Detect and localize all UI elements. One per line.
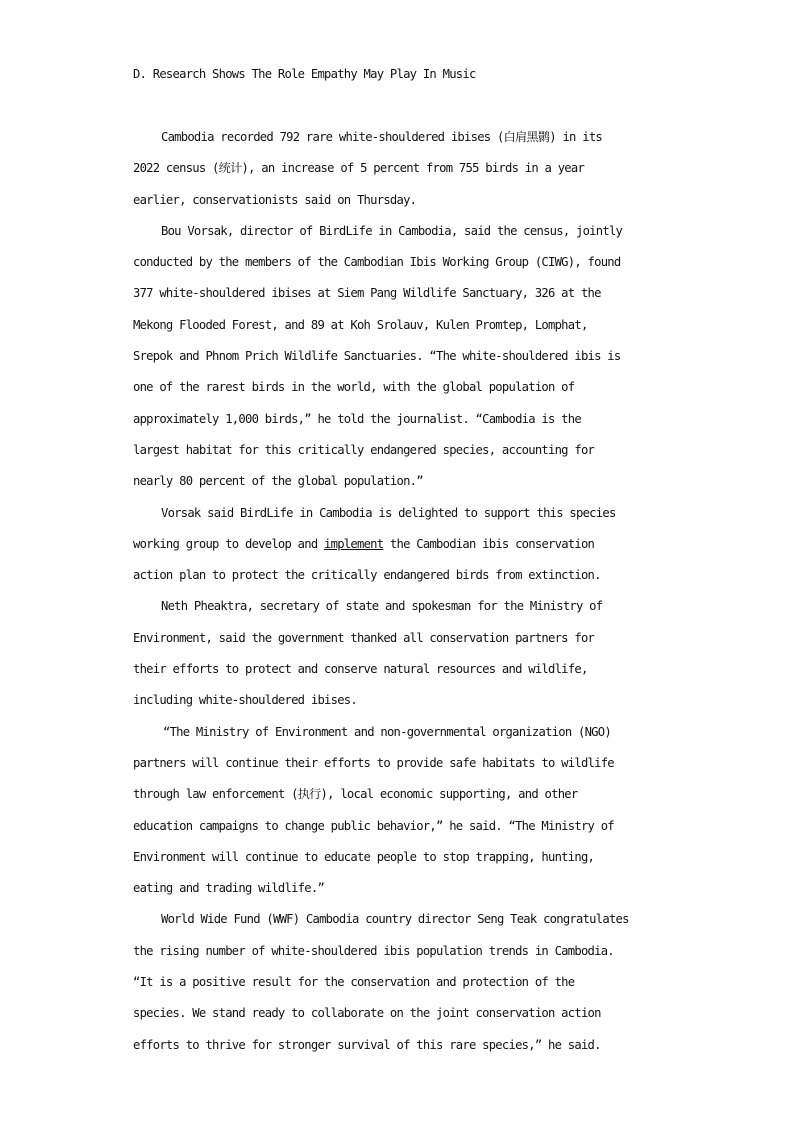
text-line: action plan to protect the critically endangered birds from extinction. bbox=[133, 568, 601, 583]
text-fragment: working group to develop and bbox=[133, 536, 325, 551]
text-line: Bou Vorsak, director of BirdLife in Cambodia, said the census, jointly bbox=[161, 223, 623, 238]
text-line: nearly 80 percent of the global population.” bbox=[133, 474, 423, 489]
text-line: education campaigns to change public behavior,” he said. “The Ministry of bbox=[133, 818, 614, 833]
text-line: “The Ministry of Environment and non-governmental organization (NGO) bbox=[163, 724, 611, 739]
text-line: approximately 1,000 birds,” he told the journalist. “Cambodia is the bbox=[133, 411, 581, 426]
text-line: Mekong Flooded Forest, and 89 at Koh Srolauv, Kulen Promtep, Lomphat, bbox=[133, 317, 588, 332]
text-line: Environment, said the government thanked all conservation partners for bbox=[133, 630, 595, 645]
text-line: World Wide Fund (WWF) Cambodia country director Seng Teak congratulates bbox=[161, 912, 629, 927]
text-line: species. We stand ready to collaborate on the joint conservation action bbox=[133, 1006, 601, 1021]
text-line: “It is a positive result for the conservation and protection of the bbox=[133, 975, 575, 990]
text-line: the rising number of white-shouldered ibis population trends in Cambodia. bbox=[133, 943, 614, 958]
text-line: one of the rarest birds in the world, with the global population of bbox=[133, 380, 575, 395]
text-line: through law enforcement (执行), local economic supporting, and other bbox=[133, 787, 578, 802]
text-fragment: the Cambodian ibis conservation bbox=[383, 536, 595, 551]
text-line: their efforts to protect and conserve natural resources and wildlife, bbox=[133, 662, 588, 677]
paragraph-census bbox=[133, 122, 673, 216]
text-line: Neth Pheaktra, secretary of state and spokesman for the Ministry of bbox=[161, 599, 603, 614]
paragraph-bou-vorsak bbox=[133, 216, 673, 498]
text-line: 2022 census (统计), an increase of 5 percent from 755 birds in a year bbox=[133, 161, 585, 176]
paragraph-ministry-quote bbox=[133, 717, 673, 905]
paragraph-wwf bbox=[133, 904, 673, 1060]
text-line bbox=[133, 529, 673, 560]
text-line: Vorsak said BirdLife in Cambodia is delighted to support this species bbox=[161, 505, 616, 520]
text-line: including white-shouldered ibises. bbox=[133, 693, 357, 708]
text-line: efforts to thrive for stronger survival of this rare species,” he said. bbox=[133, 1037, 601, 1052]
underlined-word: implement bbox=[324, 536, 384, 551]
text-line: 377 white-shouldered ibises at Siem Pang Wildlife Sanctuary, 326 at the bbox=[133, 286, 601, 301]
text-line: largest habitat for this critically endangered species, accounting for bbox=[133, 442, 595, 457]
article-body bbox=[133, 122, 673, 1061]
paragraph-birdlife-plan bbox=[133, 498, 673, 592]
paragraph-neth-pheaktra bbox=[133, 591, 673, 716]
section-heading: D. Research Shows The Role Empathy May Play In Music bbox=[133, 67, 476, 81]
text-line: Srepok and Phnom Prich Wildlife Sanctuaries. “The white-shouldered ibis is bbox=[133, 349, 621, 364]
text-line: conducted by the members of the Cambodian Ibis Working Group (CIWG), found bbox=[133, 255, 621, 270]
text-line: earlier, conservationists said on Thursday. bbox=[133, 192, 417, 207]
text-line: Environment will continue to educate people to stop trapping, hunting, bbox=[133, 849, 595, 864]
text-line: partners will continue their efforts to provide safe habitats to wildlife bbox=[133, 755, 614, 770]
text-line: Cambodia recorded 792 rare white-shouldered ibises (白肩黑鹮) in its bbox=[161, 130, 602, 144]
text-line: eating and trading wildlife.” bbox=[133, 881, 325, 896]
